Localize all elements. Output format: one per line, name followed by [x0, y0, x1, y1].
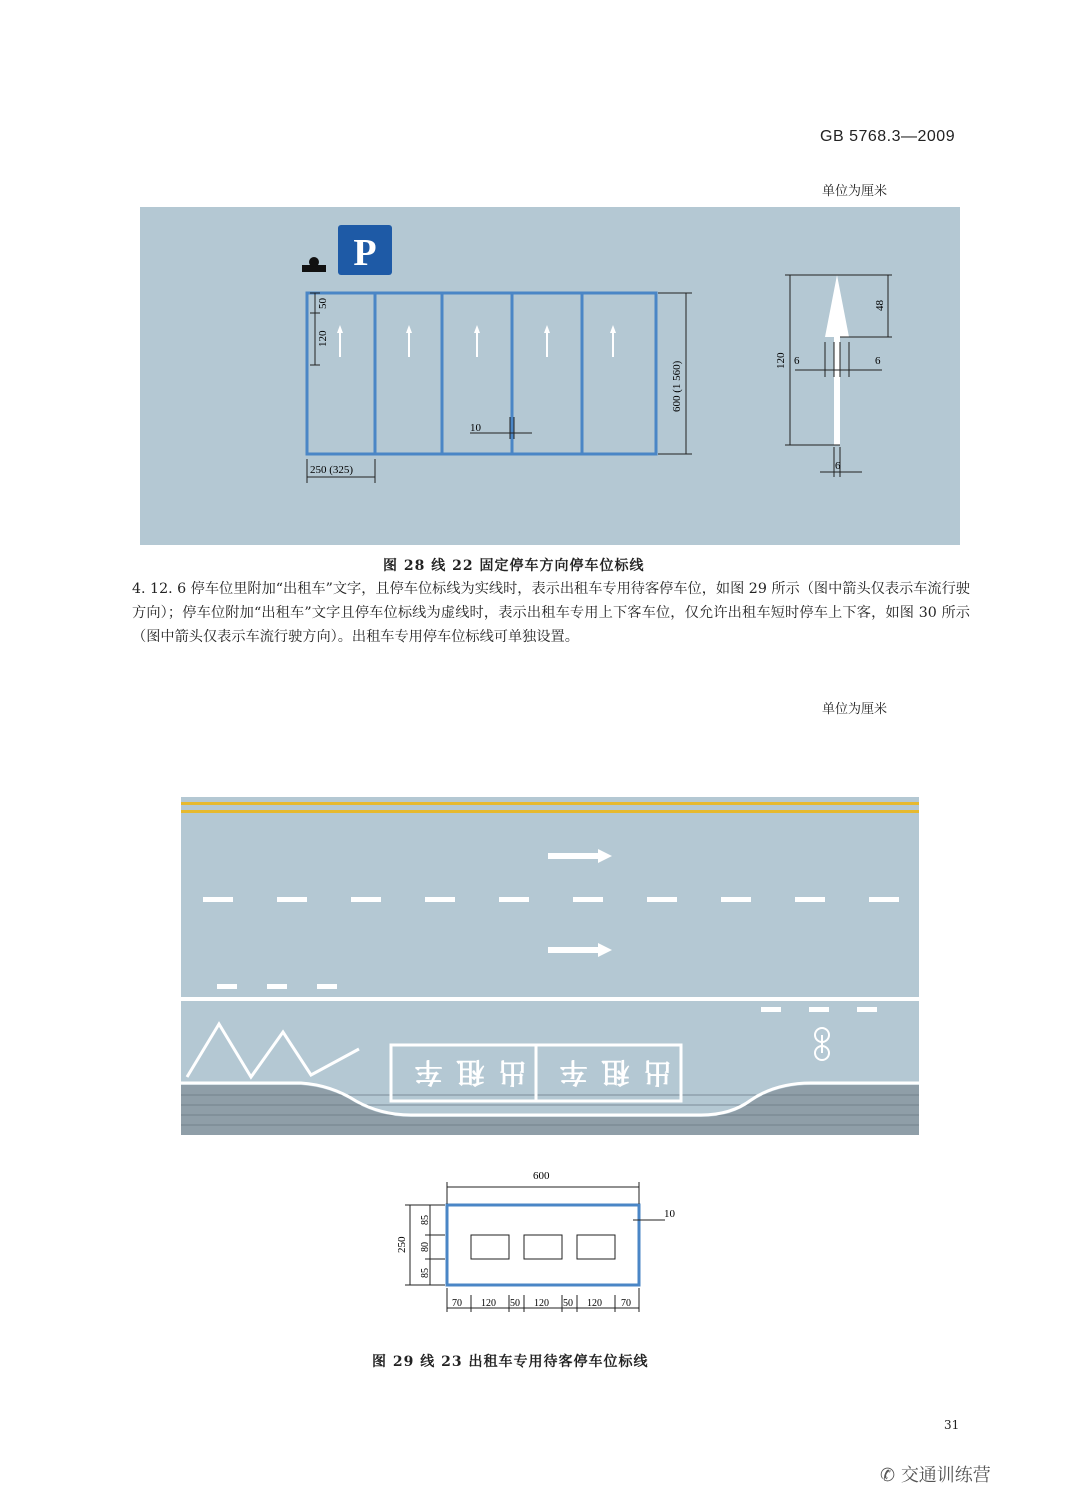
wechat-icon: ✆ [880, 1465, 901, 1486]
dim-bottom-3: 50 [510, 1298, 520, 1309]
dim-10: 10 [470, 422, 481, 434]
figure-29-caption: 图 29 线 23 出租车专用待客停车位标线 [372, 1354, 649, 1370]
arrow-dim-48: 48 [874, 300, 886, 311]
dim-85-top: 85 [420, 1215, 431, 1225]
dim-50: 50 [317, 298, 329, 309]
dim-bottom-7: 70 [621, 1298, 631, 1309]
dim-bottom-6: 120 [587, 1298, 602, 1309]
page-number: 31 [944, 1418, 960, 1432]
stall-outline [447, 1205, 639, 1285]
dim-bottom-5: 50 [563, 1298, 573, 1309]
dim-85-bottom: 85 [420, 1268, 431, 1278]
taxi-text-2: 出租车 [545, 1056, 672, 1089]
arrow-dim-6b: 6 [875, 355, 881, 367]
figure-29-dimensions [385, 1160, 705, 1320]
watermark-text: 交通训练营 [900, 1465, 991, 1486]
edge-line [181, 997, 919, 1001]
yellow-line-top [181, 802, 919, 805]
body-paragraph: 4. 12. 6 停车位里附加“出租车”文字，且停车位标线为实线时，表示出租车专用待客停车位，如图 29 所示（图中箭头仅表示车流行驶方向）；停车位附加“出租车”文字且停车位标线为虚线时，表示出租车专用上下客车位，仅允许出租车短时停车上下客，如图 30 所示（图中箭头仅表示车流行驶方向）。出租车专用停车位标线可单独设置。 [132, 581, 970, 645]
dim-10: 10 [664, 1208, 675, 1220]
figure-28 [140, 207, 960, 545]
dim-250: 250 [396, 1236, 408, 1253]
watermark [880, 1461, 991, 1487]
arrow-dim-120: 120 [775, 352, 787, 369]
dimension-lines-fig29 [405, 1182, 665, 1312]
taxi-text-1: 出租车 [400, 1056, 527, 1089]
box-marks [471, 1235, 615, 1259]
dim-250: 250 (325) [310, 464, 354, 476]
dim-bottom-2: 120 [481, 1298, 496, 1309]
dim-bottom-1: 70 [452, 1298, 462, 1309]
unit-note-fig29: 单位为厘米 [822, 702, 888, 717]
dim-80: 80 [420, 1242, 431, 1252]
dim-600: 600 [533, 1170, 550, 1182]
standard-number: GB 5768.3—2009 [820, 128, 956, 145]
parking-sign-letter: P [353, 232, 377, 274]
unit-note-fig28: 单位为厘米 [822, 184, 888, 199]
arrow-dim-6c: 6 [835, 460, 841, 472]
figure-28-caption: 图 28 线 22 固定停车方向停车位标线 [383, 558, 645, 574]
yellow-line-bottom [181, 810, 919, 813]
dim-bottom-4: 120 [534, 1298, 549, 1309]
arrow-dim-6a: 6 [794, 355, 800, 367]
dim-120: 120 [317, 330, 329, 347]
dim-600: 600 (1 560) [671, 360, 683, 412]
